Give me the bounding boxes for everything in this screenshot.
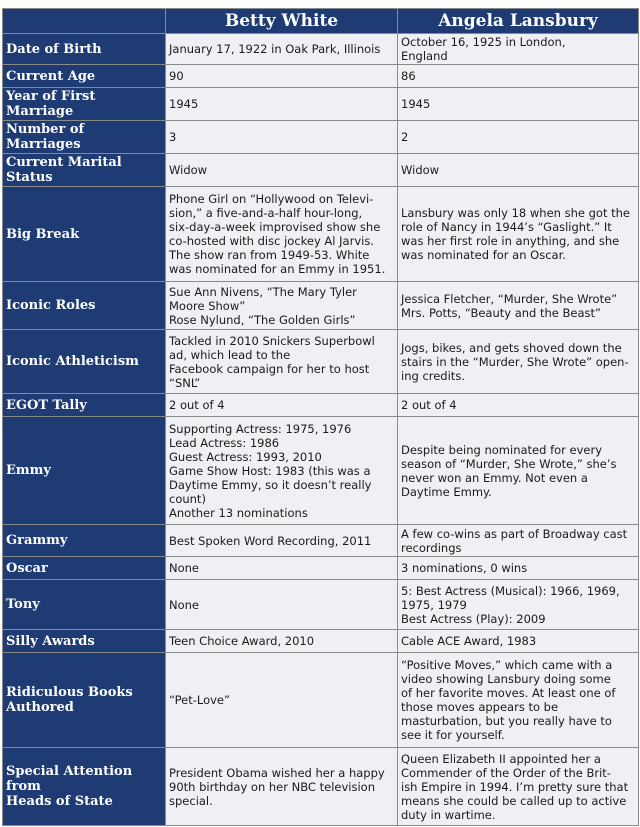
table-row [3,525,639,557]
table-row [3,88,639,121]
row-label: Date of Birth [3,34,166,65]
angela-cell: Lansbury was only 18 when she got the role of Nancy in 1944’s “Gaslight.” It was her first role in anything, and she was nominated for an Oscar. [398,187,639,282]
row-label: Current Age [3,65,166,88]
angela-cell: “Positive Moves,” which came with a video showing Lansbury doing some of her favorite moves. At least one of those moves appears to be masturbation, but you really have to see it for yourself. [398,653,639,748]
header-angela-lansbury: Angela Lansbury [398,9,639,34]
table-row [3,630,639,653]
betty-cell: Supporting Actress: 1975, 1976 Lead Actress: 1986 Guest Actress: 1993, 2010 Game Show Host: 1983 (this was a Daytime Emmy, so it doesn’t really count) Another 13 nominations [166,417,398,525]
row-label: Grammy [3,525,166,557]
row-label: Number of Marriages [3,121,166,154]
table-row [3,417,639,525]
betty-cell: Sue Ann Nivens, “The Mary Tyler Moore Show” Rose Nylund, “The Golden Girls” [166,282,398,330]
table-row [3,580,639,630]
row-label: Big Break [3,187,166,282]
betty-cell: 90 [166,65,398,88]
table-row [3,330,639,394]
angela-cell: October 16, 1925 in London, England [398,34,639,65]
betty-cell: January 17, 1922 in Oak Park, Illinois [166,34,398,65]
angela-cell: 5: Best Actress (Musical): 1966, 1969, 1975, 1979 Best Actress (Play): 2009 [398,580,639,630]
row-label: EGOT Tally [3,394,166,417]
row-label: Year of First Marriage [3,88,166,121]
betty-cell: None [166,557,398,580]
betty-cell: President Obama wished her a happy 90th birthday on her NBC television special. [166,748,398,826]
angela-cell: 1945 [398,88,639,121]
header-row [3,9,639,34]
row-label: Oscar [3,557,166,580]
comparison-table [2,8,639,826]
row-label: Current Marital Status [3,154,166,187]
betty-cell: None [166,580,398,630]
header-betty-white: Betty White [166,9,398,34]
angela-cell: 86 [398,65,639,88]
table-row [3,282,639,330]
angela-cell: 2 out of 4 [398,394,639,417]
betty-cell: “Pet-Love” [166,653,398,748]
betty-cell: Teen Choice Award, 2010 [166,630,398,653]
angela-cell: Jessica Fletcher, “Murder, She Wrote” Mrs. Potts, “Beauty and the Beast” [398,282,639,330]
betty-cell: Phone Girl on “Hollywood on Televi- sion,” a five-and-a-half hour-long, six-day-a-week improvised show she co-hosted with disc jockey Al Jarvis. The show ran from 1949-53. White was nominated for an Emmy in 1951. [166,187,398,282]
table-row [3,65,639,88]
angela-cell: Queen Elizabeth II appointed her a Commender of the Order of the Brit- ish Empire in 1994. I’m pretty sure that means she could be called up to active duty in wartime. [398,748,639,826]
header-corner [3,9,166,34]
row-label: Ridiculous Books Authored [3,653,166,748]
angela-cell: Widow [398,154,639,187]
table-row [3,187,639,282]
row-label: Emmy [3,417,166,525]
table-row [3,394,639,417]
betty-cell: Best Spoken Word Recording, 2011 [166,525,398,557]
angela-cell: Despite being nominated for every season of “Murder, She Wrote,” she’s never won an Emmy. Not even a Daytime Emmy. [398,417,639,525]
table-row [3,34,639,65]
table-row [3,748,639,826]
table-row [3,557,639,580]
row-label: Iconic Roles [3,282,166,330]
row-label: Iconic Athleticism [3,330,166,394]
angela-cell: Jogs, bikes, and gets shoved down the stairs in the “Murder, She Wrote” open- ing credits. [398,330,639,394]
betty-cell: Tackled in 2010 Snickers Superbowl ad, which lead to the Facebook campaign for her to host “SNL” [166,330,398,394]
row-label: Special Attention from Heads of State [3,748,166,826]
row-label: Tony [3,580,166,630]
betty-cell: 2 out of 4 [166,394,398,417]
betty-cell: Widow [166,154,398,187]
row-label: Silly Awards [3,630,166,653]
angela-cell: A few co-wins as part of Broadway cast recordings [398,525,639,557]
angela-cell: 2 [398,121,639,154]
angela-cell: Cable ACE Award, 1983 [398,630,639,653]
table-row [3,653,639,748]
betty-cell: 3 [166,121,398,154]
angela-cell: 3 nominations, 0 wins [398,557,639,580]
betty-cell: 1945 [166,88,398,121]
table-row [3,121,639,154]
table-row [3,154,639,187]
